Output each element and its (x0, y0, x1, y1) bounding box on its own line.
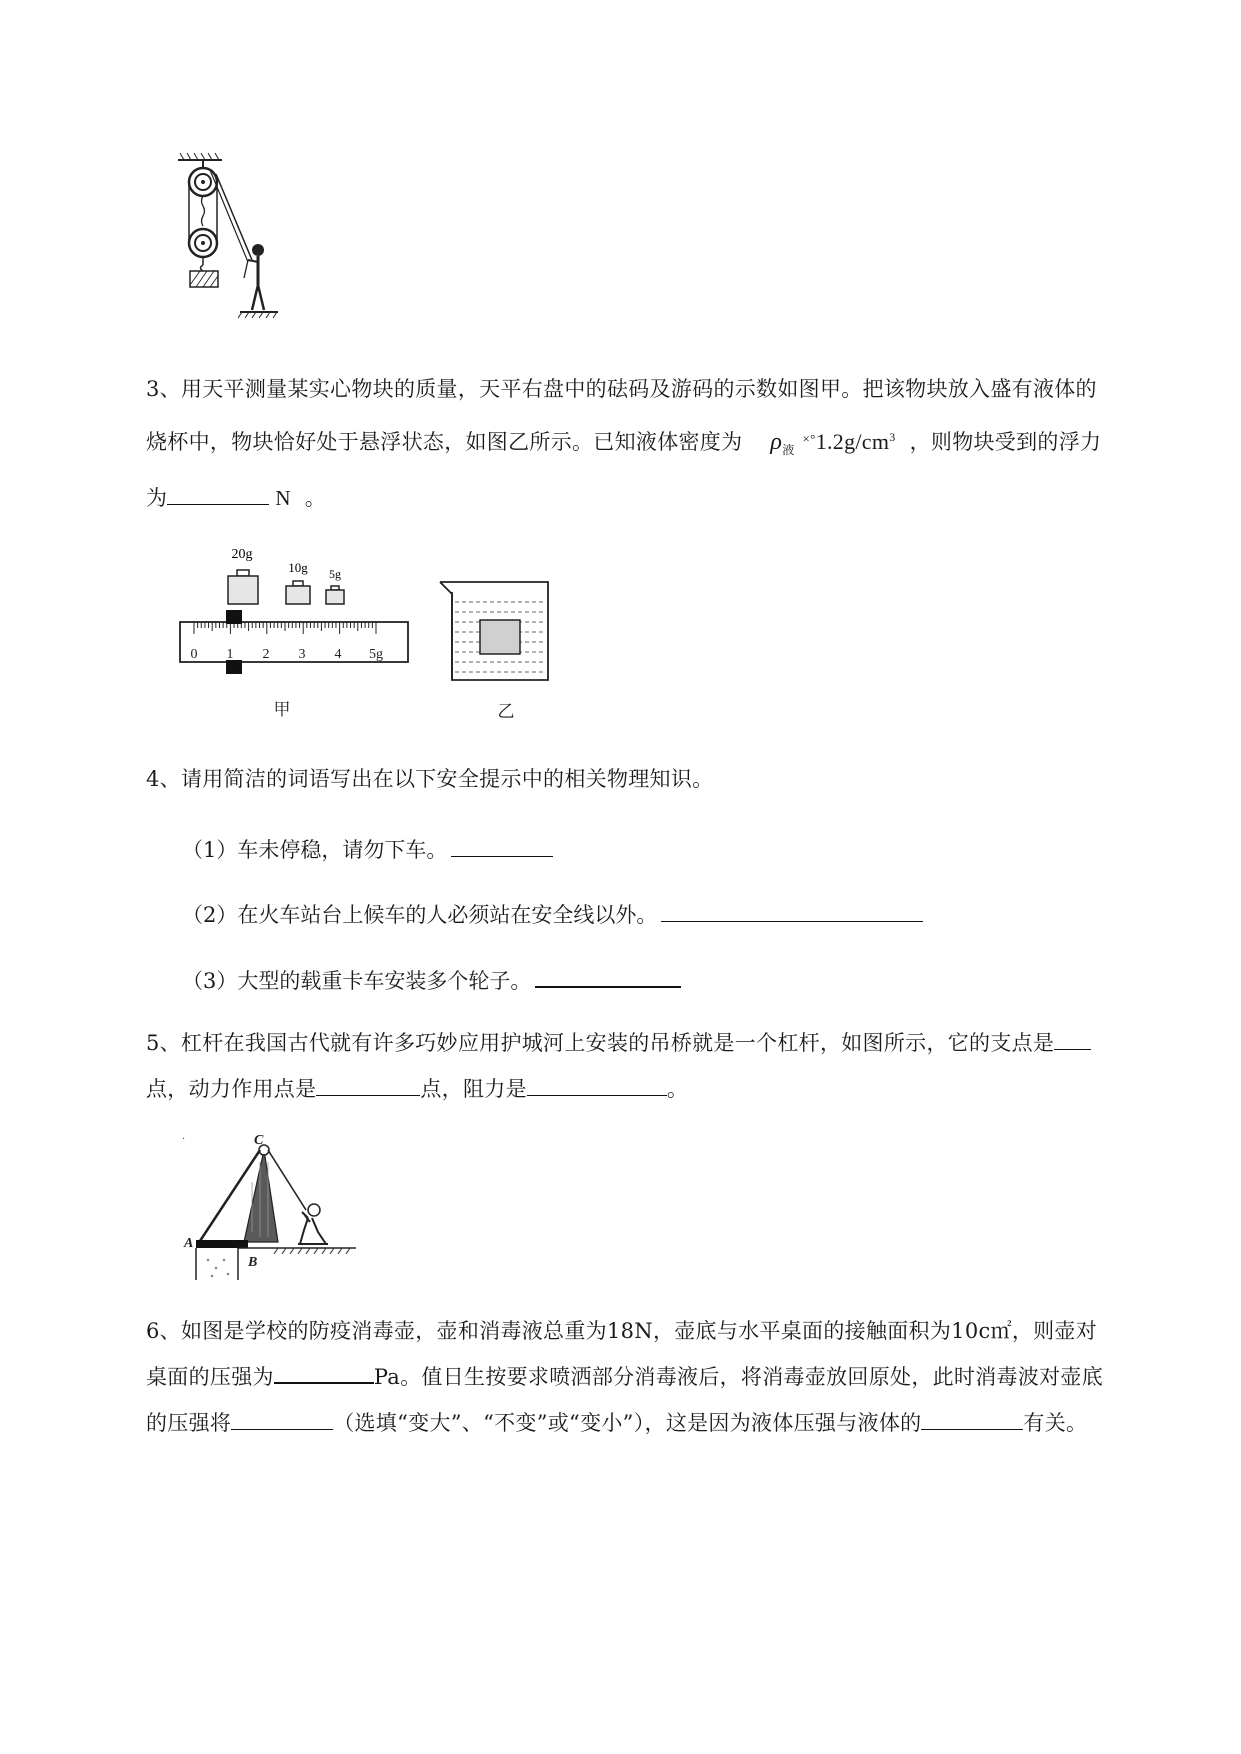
weight-20g (228, 570, 258, 604)
q4-answer-3-blank[interactable] (535, 960, 681, 988)
question-3 (146, 368, 1156, 519)
q3-line-1: 3、用天平测量某实心物块的质量，天平右盘中的砝码及游码的示数如图甲。把该物块放入盛有液体的 (146, 377, 1097, 401)
q6-line-2: 桌面的压强为 Pa。值日生按要求喷洒部分消毒液后，将消毒壶放回原处，此时消毒波对壶底 (146, 1356, 1156, 1398)
q5-fulcrum-blank[interactable] (1054, 1023, 1091, 1050)
q6-line-1: 6、如图是学校的防疫消毒壶，壶和消毒液总重为18N，壶底与水平桌面的接触面积为10c㎡，则壶对 (146, 1319, 1098, 1343)
q6-change-blank[interactable] (231, 1403, 333, 1430)
q3-line-3: 为 N 。 (146, 477, 1156, 519)
label-b: B (248, 1255, 258, 1270)
q4-answer-2-blank[interactable] (661, 895, 923, 922)
weight-5g (326, 586, 344, 604)
scale-tick-4: 4 (334, 647, 342, 662)
weight-label-20g: 20g (231, 547, 253, 562)
drawbridge-figure (176, 1132, 366, 1282)
q4-item-1: （1）车未停稳，请勿下车。 (182, 830, 553, 865)
question-5 (146, 1022, 1156, 1110)
q3-answer-blank[interactable] (167, 478, 269, 505)
rho-symbol: ρ (770, 429, 783, 455)
suspended-block (480, 620, 520, 654)
q5-resistance-blank[interactable] (527, 1069, 667, 1096)
label-a: A (184, 1236, 194, 1251)
question-4 (146, 758, 1156, 800)
q5-effort-point-blank[interactable] (316, 1069, 420, 1096)
pulley-figure (170, 150, 320, 340)
q4-item-3: （3）大型的载重卡车安装多个轮子。 (182, 960, 681, 996)
q5-line-1: 5、杠杆在我国古代就有许多巧妙应用护城河上安装的吊桥就是一个杠杆，如图所示，它的支点是 (146, 1022, 1156, 1064)
scale-tick-2: 2 (262, 647, 270, 662)
question-6 (146, 1310, 1156, 1444)
rider-top (226, 610, 242, 624)
svg-text:·: · (182, 1134, 186, 1145)
q5-line-2: 点，动力作用点是 点，阻力是 。 (146, 1068, 1156, 1110)
q3-line-2: 烧杯中，物块恰好处于悬浮状态，如图乙所示。已知液体密度为 $\rho_液^{\times^\circ}1.2g/cm^3$ ，则物块受到的浮力 (146, 429, 1102, 458)
balance-beaker-figure (170, 540, 590, 730)
q4-stem: 4、请用简洁的词语写出在以下安全提示中的相关物理知识。 (146, 767, 714, 791)
scale-tick-5g: 5g (369, 647, 383, 662)
weight-10g (286, 581, 310, 604)
caption-yi: 乙 (497, 702, 515, 722)
beaker (440, 582, 548, 680)
scale-tick-1: 1 (226, 647, 234, 662)
q6-pressure-blank[interactable] (274, 1356, 374, 1384)
label-c: C (254, 1133, 264, 1148)
q6-line-3: 的压强将 （选填“变大”、“不变”或“变小”），这是因为液体压强与液体的 有关。 (146, 1402, 1156, 1444)
q4-answer-1-blank[interactable] (451, 830, 553, 857)
scale-tick-0: 0 (190, 647, 198, 662)
caption-jia: 甲 (273, 700, 291, 720)
person-pulling (298, 1204, 328, 1244)
weight-label-10g: 10g (288, 560, 308, 575)
rider-bottom (226, 660, 242, 674)
density-value: 1.2g/cm (815, 429, 890, 454)
q4-item-2: （2）在火车站台上候车的人必须站在安全线以外。 (182, 895, 923, 930)
weight-label-5g: 5g (329, 567, 341, 581)
scale-tick-3: 3 (298, 647, 306, 662)
q6-depth-blank[interactable] (921, 1403, 1023, 1430)
